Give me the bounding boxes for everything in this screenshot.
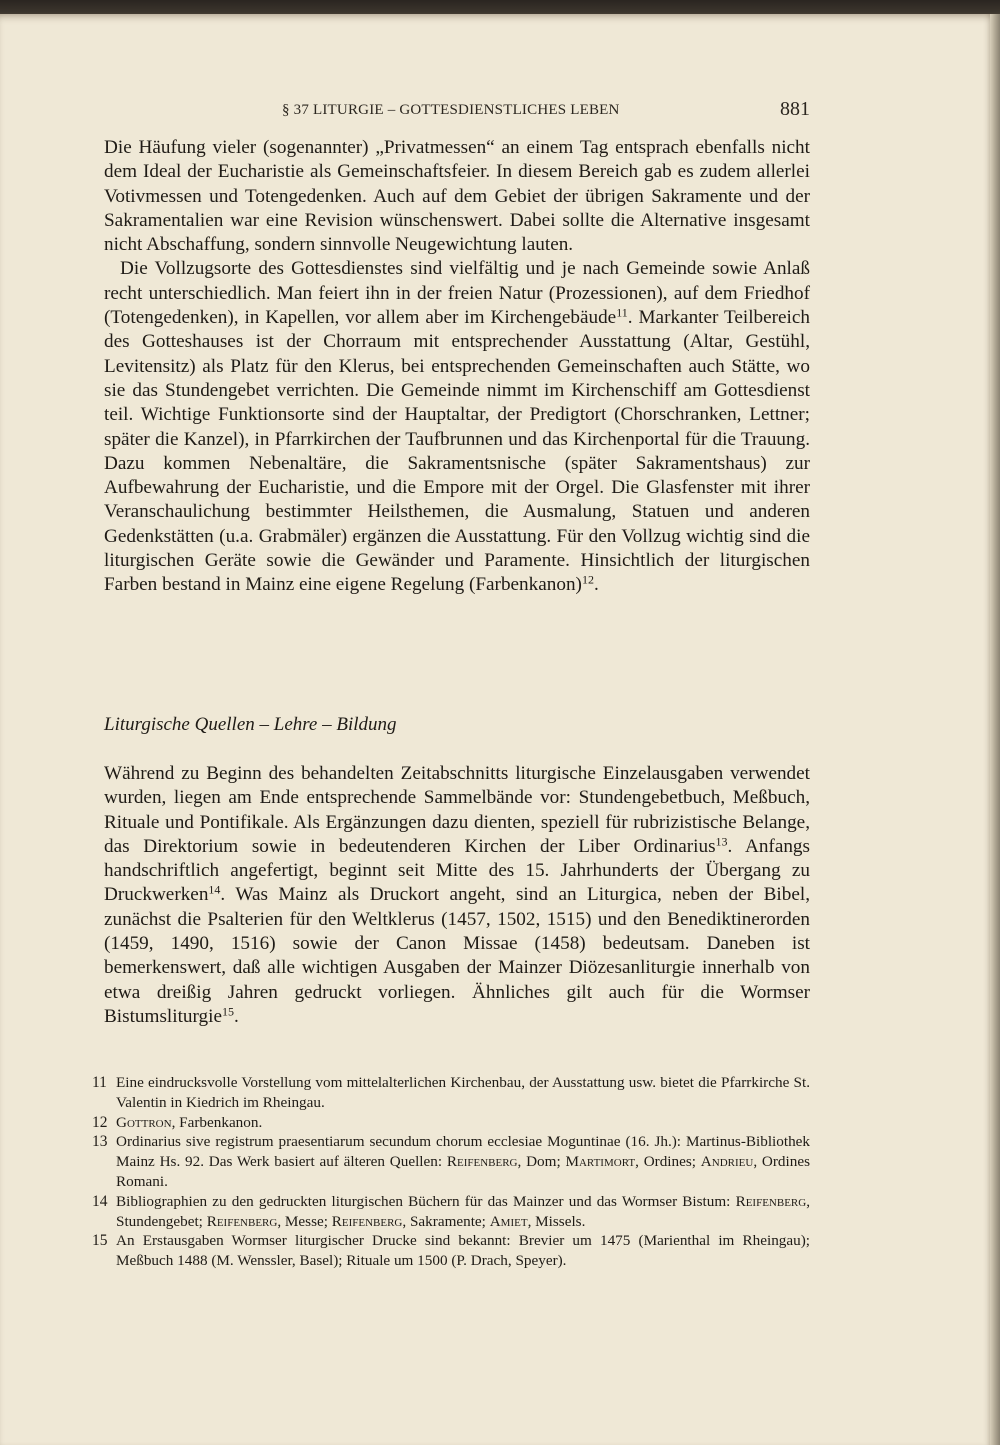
footnote-author: Reifenberg [735,1192,807,1210]
footnote-text [116,1192,810,1232]
footnote-text-rest: , Farbenkanon. [171,1113,263,1131]
footnote-number: 12 [92,1113,108,1131]
footnote-12 [92,1113,810,1133]
paragraph-3 [104,762,810,1029]
footnote-text [116,1132,810,1191]
footnote-author: Andrieu [700,1153,754,1171]
footnote-ref-13: 13 [715,834,728,849]
footnote-text: Eine eindrucksvolle Vorstellung vom mittelalterlichen Kirchenbau, der Ausstattung usw. bietet die Pfarrkirche St. Valentin in Kiedrich im Rheingau. [116,1074,810,1111]
paragraph-3-text-a: Während zu Beginn des behandelten Zeitabschnitts liturgische Einzelausgaben verwendet wurden, liegen am Ende entsprechende Sammelbände vor: Stundengebetbuch, Meßbuch, Rituale und Pontifikale. Als Ergänzungen dazu dienten, speziell für rubrizistische Belange, das Direktorium sowie in bedeutenderen Kirchen der Liber Ordinarius [104,763,810,857]
footnote-number: 15 [92,1232,108,1250]
footnote-text-d: , Sakramente; [402,1212,490,1230]
footnote-author: Reifenberg [446,1153,518,1171]
footnote-ref-11: 11 [616,305,628,320]
section-heading: Liturgische Quellen – Lehre – Bildung [104,714,397,735]
footnote-text-c: , Ordines; [635,1153,701,1171]
footnote-text-b: , Stundengebet; [116,1192,810,1230]
page-header [104,98,810,126]
body-text-lower [104,762,810,1029]
footnote-author: Reifenberg [206,1212,278,1230]
paragraph-1 [104,136,810,257]
footnote-author: Amiet [489,1212,528,1230]
footnote-author: Martimort [565,1153,636,1171]
page-number: 881 [780,98,810,120]
footnote-number: 14 [92,1192,108,1210]
footnote-15 [92,1231,810,1271]
running-head: § 37 LITURGIE – GOTTESDIENSTLICHES LEBEN [282,102,620,118]
footnote-text-d: , Ordines Romani. [116,1153,810,1190]
footnote-text-a: Bibliographien zu den gedruckten liturgischen Büchern für das Mainzer und das Wormser Bistum: [116,1192,736,1210]
page-fore-edge [990,14,1000,1445]
footnote-11 [92,1073,810,1113]
footnote-author: Gottron [116,1113,172,1131]
paragraph-3-text-c: . Was Mainz als Druckort angeht, sind an Liturgica, neben der Bibel, zunächst die Psalterien für den Weltklerus (1457, 1502, 1515) und den Benediktinerorden (1459, 1490, 1516) sowie der Canon Missae (1458) bedeutsam. Daneben ist bemerkenswert, daß alle wichtigen Ausgaben der Mainzer Diözesanliturgie innerhalb von etwa dreißig Jahren gedruckt vorliegen. Ähnliches gilt auch für die Wormser Bistumsliturgie [104,884,810,1027]
footnote-text-a: Ordinarius sive registrum praesentiarum secundum chorum ecclesiae Moguntinae (16. Jh.): Martinus-Bibliothek Mainz Hs. 92. Das Werk basiert auf älteren Quellen: [116,1133,810,1171]
paragraph-1-text: Die Häufung vieler (sogenannter) „Privatmessen“ an einem Tag entsprach ebenfalls nicht dem Ideal der Eucharistie als Gemeinschaftsfeier. In diesem Bereich gab es zudem allerlei Votivmessen und Totengedenken. Auch auf dem Gebiet der übrigen Sakramente und der Sakramentalien war eine Revision wünschenswert. Dabei sollte die Alternative insgesamt nicht Abschaffung, sondern sinnvolle Neugewichtung lauten. [104,137,810,256]
footnote-number: 13 [92,1133,108,1151]
footnote-text: An Erstausgaben Wormser liturgischer Drucke sind bekannt: Brevier um 1475 (Marienthal im Rheingau); Meßbuch 1488 (M. Wenssler, Basel); Rituale um 1500 (P. Drach, Speyer). [116,1232,810,1270]
paragraph-2-text-c: . [593,574,599,596]
paragraph-3-text-b: . Anfangs handschriftlich angefertigt, beginnt seit Mitte des 15. Jahrhunderts der Übergang zu Druckwerken [104,835,810,906]
footnote-text-e: , Missels. [527,1212,586,1230]
footnote-ref-12: 12 [581,572,594,587]
footnote-text-b: , Dom; [517,1153,566,1171]
footnote-number: 11 [92,1074,107,1091]
paragraph-2-text-b: . Markanter Teilbereich des Gotteshauses ist der Chorraum mit entsprechender Ausstattung (Altar, Gestühl, Levitensitz) als Platz für den Klerus, bei entsprechenden Gemeinschaften auch Stätte, wo sie das Stundengebet verrichten. Die Gemeinde nimmt im Kirchenschiff am Gottesdienst teil. Wichtige Funktionsorte sind der Hauptaltar, der Predigtort (Chorschranken, Lettner; später die Kanzel), in Pfarrkirchen der Taufbrunnen und das Kirchenportal für die Trauung. Dazu kommen Nebenaltäre, die Sakramentsnische (später Sakramentshaus) zur Aufbewahrung der Eucharistie, und die Empore mit der Orgel. Die Glasfenster mit ihrer Veranschaulichung bestimmter Heilsthemen, die Ausmalung, Statuen und anderen Gedenkstätten (u.a. Grabmäler) ergänzen die Ausstattung. Für den Vollzug wichtig sind die liturgischen Geräte sowie die Gewänder und Paramente. Hinsichtlich der liturgischen Farben bestand in Mainz eine eigene Regelung (Farbenkanon) [104,307,810,596]
footnote-ref-14: 14 [208,882,221,897]
body-text-upper [104,136,810,598]
footnotes [92,1073,810,1271]
footnote-14 [92,1192,810,1232]
footnote-ref-15: 15 [221,1004,234,1019]
footnote-13 [92,1132,810,1191]
footnote-author: Reifenberg [331,1212,403,1230]
footnote-text-c: , Messe; [277,1212,332,1230]
footnote-text [116,1113,810,1133]
paragraph-2-text-a: Die Vollzugsorte des Gottesdienstes sind vielfältig und je nach Gemeinde sowie Anlaß recht unterschiedlich. Man feiert ihn in der freien Natur (Prozessionen), auf dem Friedhof (Totengedenken), in Kapellen, vor allem aber im Kirchengebäude [104,258,810,329]
paragraph-2 [104,257,810,597]
paragraph-3-text-d: . [233,1005,239,1027]
